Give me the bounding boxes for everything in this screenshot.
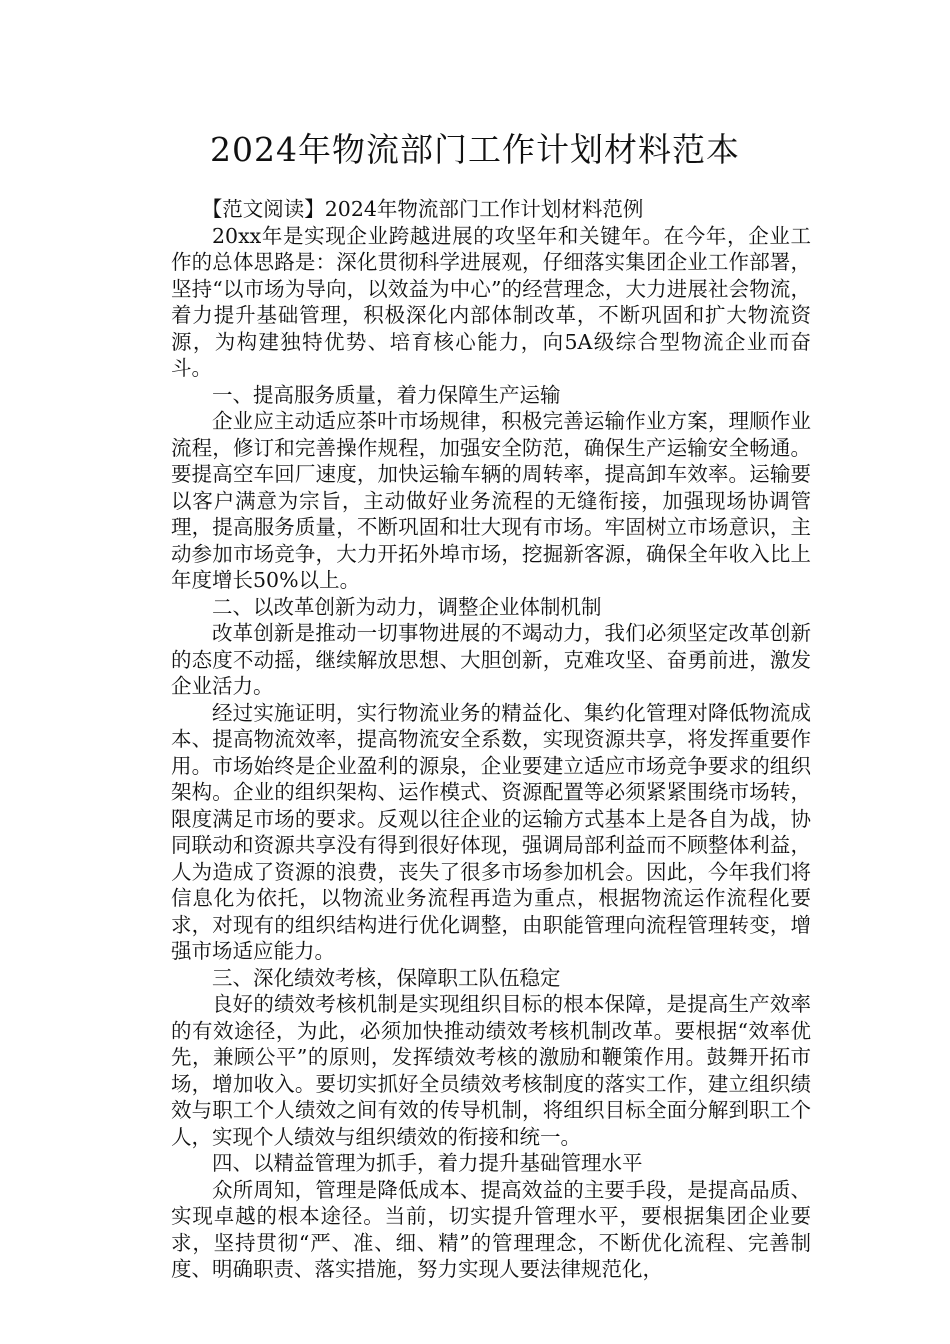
paragraph: 经过实施证明，实行物流业务的精益化、集约化管理对降低物流成本、提高物流效率，提高物流安全系数，实现资源共享，将发挥重要作用。市场始终是企业盈利的源泉，企业要建立适应市场竞争要求的组织架构。企业的组织架构、运作模式、资源配置等必须紧紧围绕市场转，限度满足市场的要求。反观以往企业的运输方式基本上是各自为战，协同联动和资源共享没有得到很好体现，强调局部利益而不顾整体利益，人为造成了资源的浪费，丧失了很多市场参加机会。因此，今年我们将信息化为依托，以物流业务流程再造为重点，根据物流运作流程化要求，对现有的组织结构进行优化调整，由职能管理向流程管理转变，增强市场适应能力。: [171, 700, 811, 963]
paragraph: 20xx年是实现企业跨越进展的攻坚年和关键年。在今年，企业工作的总体思路是：深化贯彻科学进展观，仔细落实集团企业工作部署，坚持“以市场为导向，以效益为中心”的经营理念，大力进展社会物流，着力提升基础管理，积极深化内部体制改革，不断巩固和扩大物流资源，为构建独特优势、培育核心能力，向5A级综合型物流企业而奋斗。: [171, 223, 811, 380]
paragraph: 企业应主动适应茶叶市场规律，积极完善运输作业方案，理顺作业流程，修订和完善操作规程，加强安全防范，确保生产运输安全畅通。要提高空车回厂速度，加快运输车辆的周转率，提高卸车效率。运输要以客户满意为宗旨，主动做好业务流程的无缝衔接，加强现场协调管理，提高服务质量，不断巩固和壮大现有市场。牢固树立市场意识，主动参加市场竞争，大力开拓外埠市场，挖掘新客源，确保全年收入比上年度增长50%以上。: [171, 409, 811, 592]
paragraph: 改革创新是推动一切事物进展的不竭动力，我们必须坚定改革创新的态度不动摇，继续解放思想、大胆创新，克难攻坚、奋勇前进，激发企业活力。: [171, 621, 811, 698]
section-heading: 一、提高服务质量，着力保障生产运输: [212, 382, 561, 407]
section-heading: 二、以改革创新为动力，调整企业体制机制: [212, 594, 602, 619]
document-title: 2024年物流部门工作计划材料范本: [210, 130, 740, 169]
paragraph: 良好的绩效考核机制是实现组织目标的根本保障，是提高生产效率的有效途径，为此，必须加快推动绩效考核机制改革。要根据“效率优先，兼顾公平”的原则，发挥绩效考核的激励和鞭策作用。鼓舞开拓市场，增加收入。要切实抓好全员绩效考核制度的落实工作，建立组织绩效与职工个人绩效之间有效的传导机制，将组织目标全面分解到职工个人，实现个人绩效与组织绩效的衔接和统一。: [171, 992, 811, 1149]
section-heading: 三、深化绩效考核，保障职工队伍稳定: [212, 965, 561, 990]
document-body: [171, 196, 811, 1283]
paragraph: 众所周知，管理是降低成本、提高效益的主要手段，是提高品质、实现卓越的根本途径。当前，切实提升管理水平，要根据集团企业要求，坚持贯彻“严、准、细、精”的管理理念，不断优化流程、完善制度、明确职责、落实措施，努力实现人要法律规范化，: [171, 1177, 811, 1281]
section-heading: 四、以精益管理为抓手，着力提升基础管理水平: [212, 1151, 643, 1175]
paragraph-intro-heading: 【范文阅读】2024年物流部门工作计划材料范例: [201, 197, 644, 221]
